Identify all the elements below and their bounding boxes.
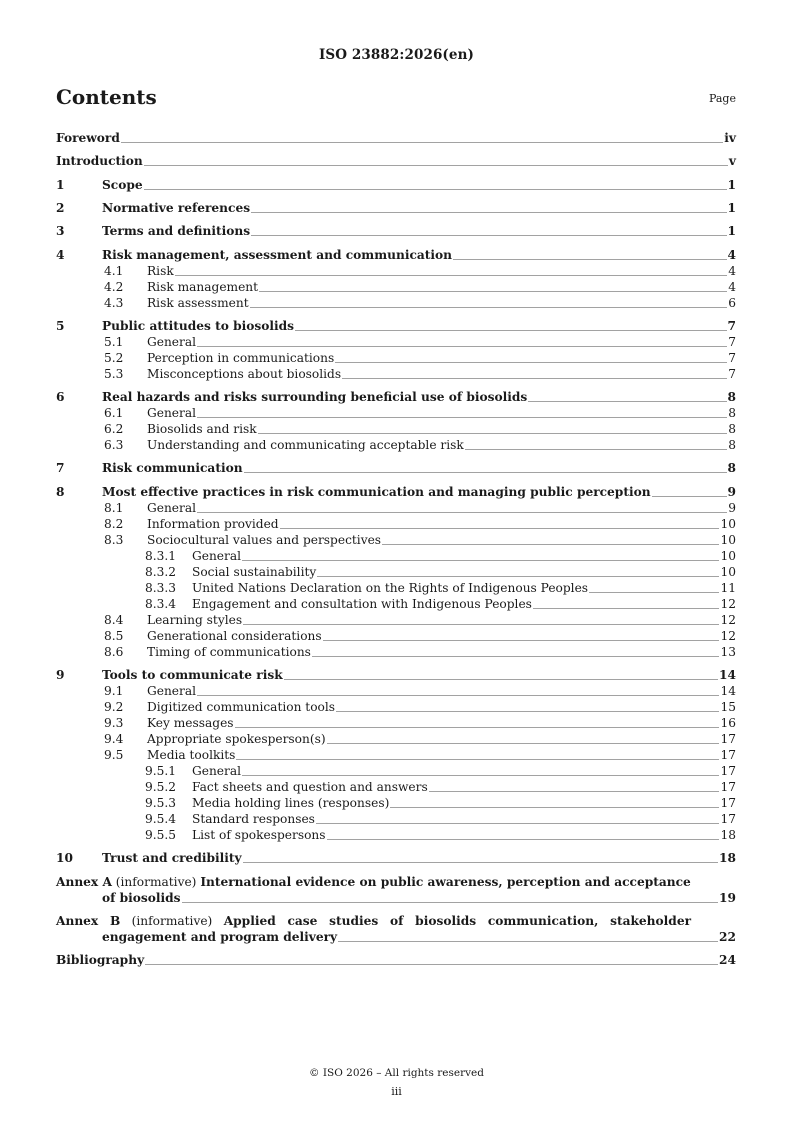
toc-entry[interactable] <box>104 263 736 279</box>
toc-entry-page: 7 <box>728 334 736 349</box>
annex-page: 22 <box>719 929 736 944</box>
toc-entry-title: Trust and credibility <box>102 851 242 866</box>
toc-entry[interactable] <box>56 318 736 334</box>
toc-entry-title: General <box>192 548 241 563</box>
toc-entry-title: Misconceptions about biosolids <box>147 366 342 381</box>
toc-entry-page: 1 <box>727 224 736 239</box>
toc-entry-title: List of spokespersons <box>192 828 326 842</box>
toc-entry-title: Risk management, assessment and communication <box>102 247 453 262</box>
toc-entry-number: 8.1 <box>104 500 124 515</box>
toc-entry[interactable] <box>104 516 736 532</box>
toc-entry-page: 24 <box>719 953 736 968</box>
dot-leader <box>259 291 727 292</box>
toc-entry[interactable] <box>145 580 736 596</box>
toc-entry[interactable] <box>145 795 736 811</box>
toc-entry-number: 3 <box>56 224 65 239</box>
annex-title-line2: of biosolids <box>102 890 181 905</box>
document-header: ISO 23882:2026(en) <box>318 47 475 63</box>
dot-leader <box>323 640 720 641</box>
dot-leader <box>144 189 727 190</box>
page-column-label: Page <box>708 92 736 105</box>
toc-entry-title: Tools to communicate risk <box>102 668 283 682</box>
toc-entry-page: 12 <box>720 612 736 627</box>
toc-entry-title: Risk <box>147 263 174 278</box>
toc-entry[interactable] <box>56 223 736 239</box>
toc-entry-title: Key messages <box>147 716 234 730</box>
toc-entry[interactable] <box>104 405 736 421</box>
toc-entry-number: 9.4 <box>104 732 124 746</box>
dot-leader <box>197 695 719 696</box>
toc-entry[interactable] <box>145 548 736 564</box>
toc-entry-title: General <box>147 334 196 349</box>
toc-entry-number: 5.2 <box>104 350 124 365</box>
toc-entry[interactable] <box>104 683 736 699</box>
annex-title-line2: engagement and program delivery <box>102 929 338 944</box>
dot-leader <box>589 592 719 593</box>
annex-title-continuation <box>56 929 736 945</box>
toc-entry-page: 6 <box>728 295 736 310</box>
dot-leader <box>197 417 727 418</box>
toc-entry-title: Media toolkits <box>147 748 236 762</box>
toc-entry-number: 8.5 <box>104 628 124 643</box>
toc-entry-bibliography[interactable] <box>56 952 736 968</box>
dot-leader <box>250 307 728 308</box>
toc-entry[interactable] <box>104 279 736 295</box>
toc-entry-page: 14 <box>719 668 736 682</box>
dot-leader <box>465 449 727 450</box>
dot-leader <box>652 496 727 497</box>
toc-entry-page: 10 <box>720 564 736 579</box>
toc-entry-number: 8.3.4 <box>145 596 177 611</box>
toc-entry-number: 9.5.5 <box>145 828 177 842</box>
dot-leader <box>342 378 727 379</box>
dot-leader <box>175 275 728 276</box>
toc-entry-title: Engagement and consultation with Indigenous Peoples <box>192 596 532 611</box>
toc-entry[interactable] <box>145 763 736 779</box>
toc-entry-title: Appropriate spokesperson(s) <box>147 732 326 746</box>
toc-entry-number: 9.3 <box>104 716 124 730</box>
annex-title: Applied case studies of biosolids communication, stakeholder <box>223 913 692 928</box>
dot-leader <box>312 656 720 657</box>
toc-entry-page: 17 <box>720 812 736 826</box>
toc-entry-title: Learning styles <box>147 612 243 627</box>
dot-leader <box>390 807 719 808</box>
toc-entry-number: 9 <box>56 668 65 682</box>
toc-entry-title: Real hazards and risks surrounding beneficial use of biosolids <box>102 390 528 405</box>
toc-entry[interactable] <box>56 484 736 500</box>
annex-kind: (informative) <box>131 913 213 928</box>
dot-leader <box>295 330 726 331</box>
toc-entry[interactable] <box>56 200 736 216</box>
toc-entry-page: 4 <box>728 263 736 278</box>
annex-heading-line <box>56 874 736 890</box>
toc-entry-page: 18 <box>720 828 736 842</box>
toc-entry-page: 7 <box>728 366 736 381</box>
toc-entry-title: General <box>147 406 196 421</box>
toc-entry-page: 10 <box>720 548 736 563</box>
toc-entry-page: 7 <box>727 318 736 333</box>
dot-leader <box>327 839 720 840</box>
toc-entry-title: General <box>147 500 196 515</box>
toc-entry[interactable] <box>104 644 736 660</box>
footer-page-number: iii <box>391 1085 402 1098</box>
toc-entry-page: 8 <box>727 390 736 405</box>
toc-entry[interactable] <box>145 779 736 795</box>
toc-entry-number: 6 <box>56 390 65 405</box>
toc-entry-number: 9.5.1 <box>145 764 177 778</box>
toc-entry-title: Standard responses <box>192 812 315 826</box>
toc-entry-page: 8 <box>727 461 736 476</box>
toc-entry[interactable] <box>104 731 736 747</box>
toc-entry-title: Bibliography <box>56 953 145 968</box>
dot-leader <box>317 576 719 577</box>
toc-entry[interactable] <box>104 366 736 382</box>
toc-entry-number: 5.3 <box>104 366 124 381</box>
toc-entry-page: 4 <box>728 279 736 294</box>
dot-leader <box>316 823 720 824</box>
toc-entry-title: Risk management <box>147 279 259 294</box>
dot-leader <box>145 964 718 965</box>
dot-leader <box>243 624 719 625</box>
toc-entry-page: 9 <box>728 500 736 515</box>
toc-entry[interactable] <box>56 850 736 866</box>
toc-entry[interactable] <box>56 667 736 683</box>
annex-label: Annex A <box>56 874 112 889</box>
annex-title-continuation <box>56 890 736 906</box>
dot-leader <box>244 472 727 473</box>
contents-title: Contents <box>56 85 157 109</box>
toc-entry[interactable] <box>104 628 736 644</box>
toc-entry-page: 17 <box>720 732 736 746</box>
toc-entry[interactable] <box>56 177 736 193</box>
toc-entry[interactable] <box>104 715 736 731</box>
toc-entry[interactable] <box>104 295 736 311</box>
toc-entry[interactable] <box>104 747 736 763</box>
dot-leader <box>284 679 718 680</box>
dot-leader <box>335 362 727 363</box>
annex-kind: (informative) <box>115 874 197 889</box>
toc-entry-number: 9.5.3 <box>145 796 177 810</box>
toc-entry-title: Biosolids and risk <box>147 422 257 437</box>
toc-entry-number: 4.1 <box>104 263 124 278</box>
toc-entry-page: 10 <box>720 516 736 531</box>
toc-entry[interactable] <box>104 500 736 516</box>
dot-leader <box>236 759 719 760</box>
toc-entry-title: Fact sheets and question and answers <box>192 780 428 794</box>
toc-entry-title: Risk assessment <box>147 295 249 310</box>
toc-entry-title: Introduction <box>56 154 143 169</box>
toc-entry-number: 8.3.1 <box>145 548 177 563</box>
toc-entry[interactable] <box>104 350 736 366</box>
toc-entry-title: Normative references <box>102 200 251 215</box>
toc-entry-number: 9.5.2 <box>145 780 177 794</box>
dot-leader <box>429 791 720 792</box>
dot-leader <box>197 512 727 513</box>
dot-leader <box>533 608 720 609</box>
toc-entry-title: Terms and definitions <box>102 224 251 239</box>
toc-entry-number: 2 <box>56 200 65 215</box>
toc-entry[interactable] <box>145 596 736 612</box>
dot-leader <box>182 902 719 903</box>
dot-leader <box>242 560 719 561</box>
dot-leader <box>528 401 726 402</box>
toc-entry[interactable] <box>104 612 736 628</box>
toc-entry-page: iv <box>724 131 736 145</box>
toc-entry-page: 10 <box>720 532 736 547</box>
toc-entry-page: 8 <box>728 438 736 453</box>
dot-leader <box>251 235 726 236</box>
dot-leader <box>242 775 719 776</box>
toc-entry[interactable] <box>56 460 736 476</box>
toc-entry-title: Foreword <box>56 131 120 145</box>
toc-entry-title: Perception in communications <box>147 350 335 365</box>
toc-entry-number: 8.3 <box>104 532 124 547</box>
toc-entry-title: Timing of communications <box>147 644 311 659</box>
toc-entry-number: 8 <box>56 484 65 499</box>
toc-entry[interactable] <box>104 334 736 350</box>
toc-entry-number: 1 <box>56 177 65 192</box>
dot-leader <box>258 433 728 434</box>
toc-entry-number: 9.1 <box>104 684 124 698</box>
toc-entry-number: 9.2 <box>104 700 124 714</box>
toc-entry-number: 9.5.4 <box>145 812 177 826</box>
toc-entry-page: 12 <box>720 628 736 643</box>
dot-leader <box>453 259 726 260</box>
toc-entry-page: 8 <box>728 406 736 421</box>
toc-entry-number: 8.6 <box>104 644 124 659</box>
toc-entry[interactable] <box>104 421 736 437</box>
toc-entry-number: 4.3 <box>104 295 124 310</box>
toc-entry-page: 9 <box>727 484 736 499</box>
toc-entry[interactable] <box>56 247 736 263</box>
toc-entry[interactable] <box>145 564 736 580</box>
toc-entry-page: 17 <box>720 748 736 762</box>
dot-leader <box>336 711 719 712</box>
footer-copyright: © ISO 2026 – All rights reserved <box>309 1067 484 1079</box>
dot-leader <box>243 862 718 863</box>
toc-entry-title: Most effective practices in risk communication and managing public perception <box>102 484 651 499</box>
dot-leader <box>338 941 718 942</box>
toc-entry-number: 6.1 <box>104 406 124 421</box>
toc-entry-page: 7 <box>728 350 736 365</box>
toc-entry-page: 18 <box>719 851 736 866</box>
toc-entry-title: General <box>192 764 241 778</box>
toc-entry-number: 10 <box>56 851 73 866</box>
toc-entry-title: Information provided <box>147 516 279 531</box>
annex-entry[interactable] <box>56 874 736 906</box>
dot-leader <box>382 544 719 545</box>
toc-entry-number: 7 <box>56 461 65 476</box>
toc-entry-page: 17 <box>720 796 736 810</box>
toc-entry[interactable] <box>145 827 736 843</box>
toc-entry-title: Social sustainability <box>192 564 317 579</box>
dot-leader <box>144 165 728 166</box>
toc-entry-number: 4 <box>56 247 65 262</box>
toc-entry-page: 17 <box>720 764 736 778</box>
toc-entry-page: 11 <box>720 580 736 595</box>
toc-entry-page: 1 <box>727 200 736 215</box>
dot-leader <box>121 142 723 143</box>
toc-entry-page: 8 <box>728 422 736 437</box>
toc-entry-number: 5.1 <box>104 334 124 349</box>
toc-entry-number: 8.3.2 <box>145 564 177 579</box>
toc-entry-title: Public attitudes to biosolids <box>102 318 295 333</box>
toc-entry-title: Sociocultural values and perspectives <box>147 532 382 547</box>
toc-entry-page: 12 <box>720 596 736 611</box>
toc-entry-number: 9.5 <box>104 748 124 762</box>
dot-leader <box>251 212 726 213</box>
toc-entry-number: 8.3.3 <box>145 580 177 595</box>
toc-entry-number: 8.2 <box>104 516 124 531</box>
toc-entry[interactable] <box>56 130 736 146</box>
toc-entry-page: v <box>728 154 736 169</box>
annex-entry[interactable] <box>56 913 736 945</box>
dot-leader <box>197 346 727 347</box>
toc-entry[interactable] <box>145 811 736 827</box>
toc-entry-page: 1 <box>727 177 736 192</box>
annex-heading-line <box>56 913 691 929</box>
annex-title: International evidence on public awareness, perception and acceptance <box>200 874 691 889</box>
toc-entry-page: 14 <box>720 684 736 698</box>
dot-leader <box>280 528 720 529</box>
toc-entry-number: 6.2 <box>104 422 124 437</box>
toc-entry-number: 8.4 <box>104 612 124 627</box>
toc-entry[interactable] <box>56 153 736 169</box>
toc-entry-title: Digitized communication tools <box>147 700 336 714</box>
toc-entry-page: 16 <box>720 716 736 730</box>
toc-entry[interactable] <box>56 389 736 405</box>
toc-entry[interactable] <box>104 437 736 453</box>
toc-entry-page: 15 <box>720 700 736 714</box>
toc-entry[interactable] <box>104 532 736 548</box>
toc-entry-title: Understanding and communicating acceptable risk <box>147 438 464 453</box>
toc-entry[interactable] <box>104 699 736 715</box>
annex-label: Annex B <box>56 913 121 928</box>
toc-entry-title: Scope <box>102 177 143 192</box>
toc-entry-title: General <box>147 684 196 698</box>
toc-entry-number: 5 <box>56 318 65 333</box>
toc-entry-number: 6.3 <box>104 438 124 453</box>
toc-entry-title: Risk communication <box>102 461 243 476</box>
annex-page: 19 <box>719 890 736 905</box>
toc-entry-page: 4 <box>727 247 736 262</box>
toc-entry-page: 13 <box>720 644 736 659</box>
dot-leader <box>327 743 720 744</box>
toc-entry-number: 4.2 <box>104 279 124 294</box>
toc-entry-title: Generational considerations <box>147 628 322 643</box>
toc-entry-page: 17 <box>720 780 736 794</box>
dot-leader <box>235 727 720 728</box>
toc-entry-title: United Nations Declaration on the Rights of Indigenous Peoples <box>192 580 589 595</box>
toc-entry-title: Media holding lines (responses) <box>192 796 390 810</box>
